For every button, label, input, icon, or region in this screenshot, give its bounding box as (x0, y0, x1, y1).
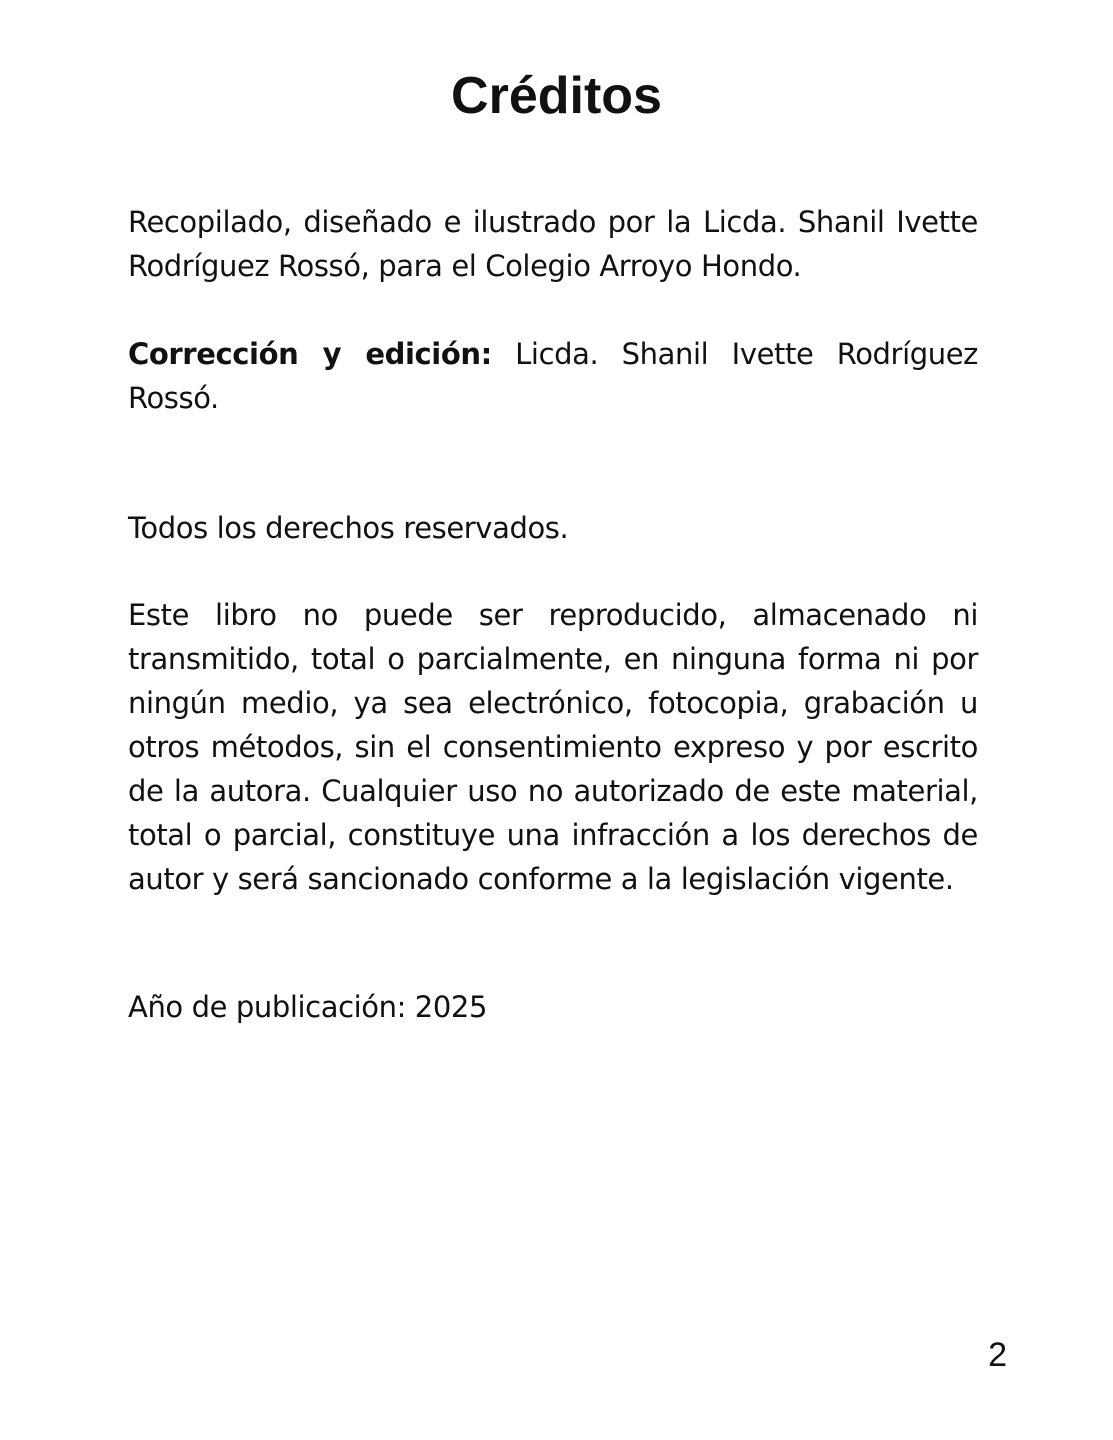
rights-paragraph: Todos los derechos reservados. (128, 511, 569, 545)
page-number: 2 (988, 1336, 1007, 1374)
compiled-by-paragraph: Recopilado, diseñado e ilustrado por la Licda. Shanil Ivette Rodríguez Rossó, para el Colegio Arroyo Hondo. (128, 205, 978, 283)
correction-value: Licda. Shanil Ivette Rodríguez Rossó. (128, 337, 978, 415)
correction-paragraph (128, 332, 978, 420)
correction-label: Corrección y edición: (128, 337, 492, 371)
publication-year: Año de publicación: 2025 (128, 990, 487, 1024)
page-title: Créditos (451, 67, 662, 125)
copyright-notice-paragraph: Este libro no puede ser reproducido, almacenado ni transmitido, total o parcialmente, en ninguna forma ni por ningún medio, ya sea electrónico, fotocopia, grabación u otros métodos, sin el consentimiento expreso y por escrito de la autora. Cualquier uso no autorizado de este material, total o parcial, constituye una infracción a los derechos de autor y será sancionado conforme a la legislación vigente. (128, 598, 978, 896)
